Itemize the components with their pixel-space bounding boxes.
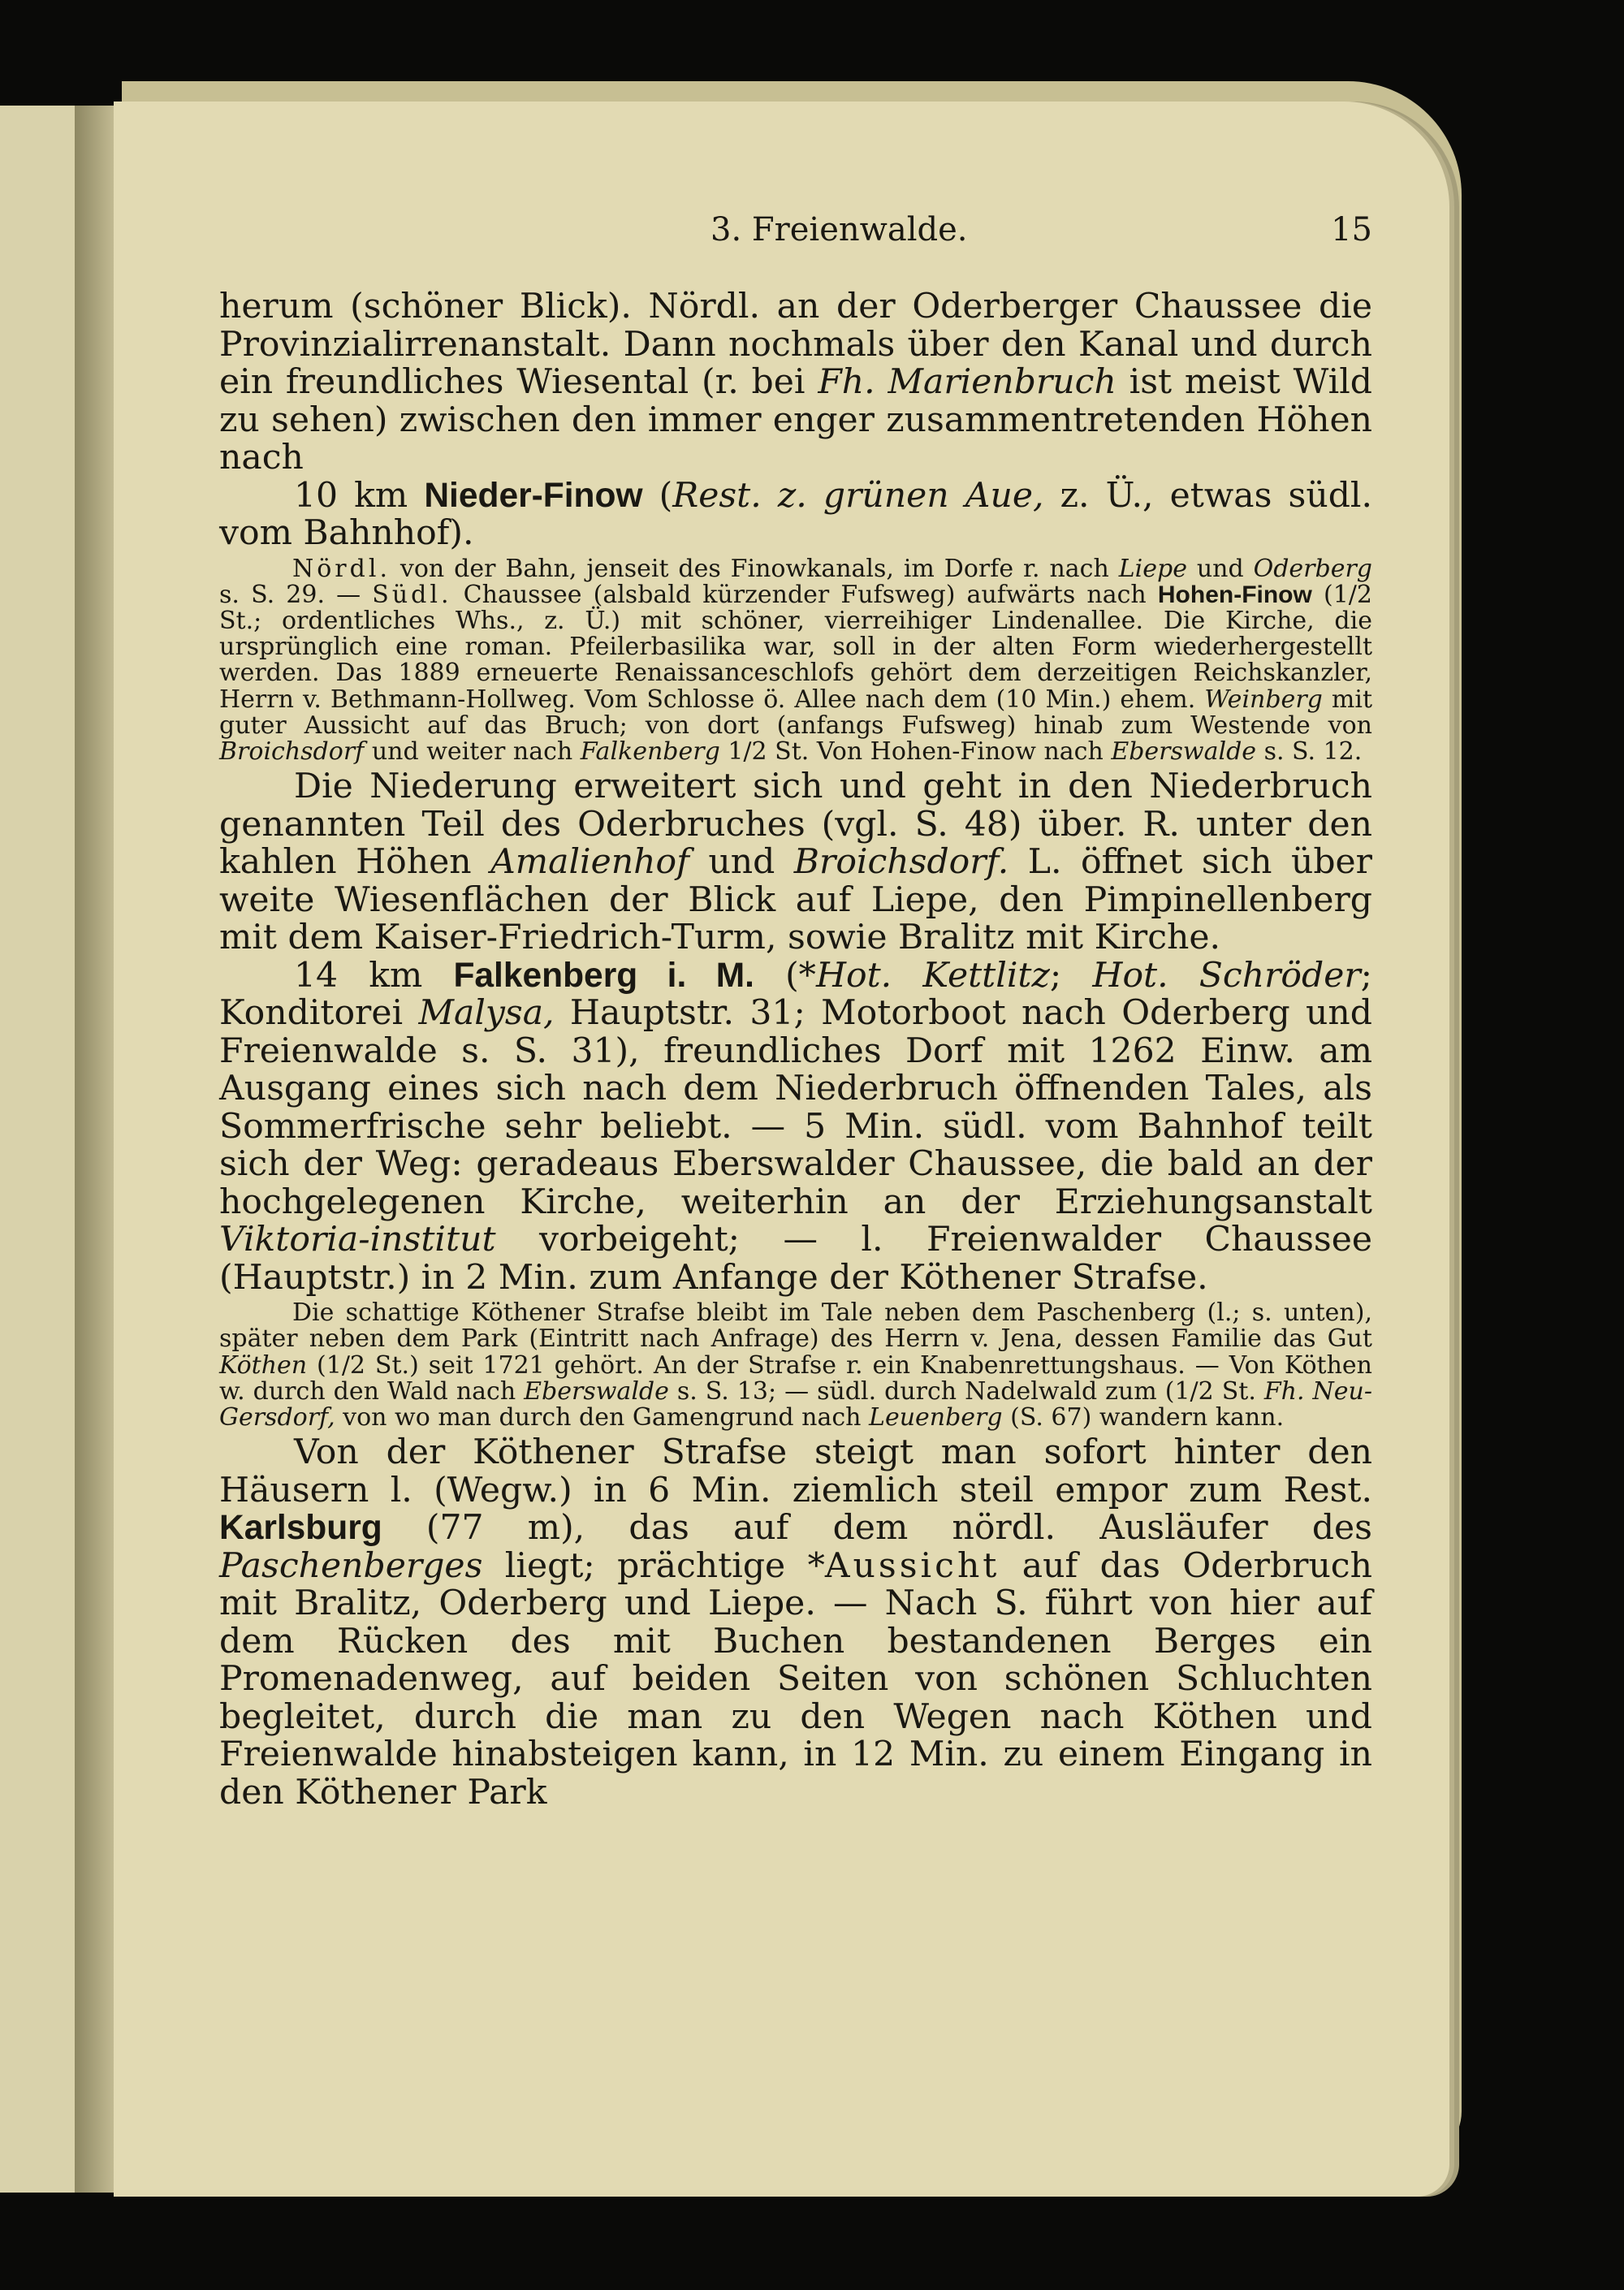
paragraph-falkenberg: 14 km Falkenberg i. M. (*Hot. Kettlitz; Hot. Schröder; Konditorei Malysa, Hauptstr. 31; Motorboot nach Oderberg und Freienwalde s. S. 31), freundliches Dorf mit 1262 Einw. am Ausgang eines sich nach dem Niederbruch öffnenden Tales, als Sommerfrische sehr beliebt. — 5 Min. südl. vom Bahnhof teilt sich der Weg: geradeaus Eberswalder Chaussee, die bald an der hochgelegenen Kirche, weiterhin an der Erziehungsanstalt Viktoria-institut vorbeigeht; — l. Freienwalder Chaussee (Hauptstr.) in 2 Min. zum Anfange der Köthener Strafse. bbox=[219, 955, 1372, 1298]
note-koethener-strasse: Die schattige Köthener Strafse bleibt im Tale neben dem Paschenberg (l.; s. unten), später neben dem Park (Eintritt nach Anfrage) des Herrn v. Jena, dessen Familie das Gut Köthen (1/2 St.) seit 1721 gehört. An der Strafse r. ein Knabenrettungshaus. — Von Köthen w. durch den Wald nach Eberswalde s. S. 13; — südl. durch Nadelwald zum (1/2 St. Fh. Neu-Gersdorf, von wo man durch den Gamengrund nach Leuenberg (S. 67) wandern kann. bbox=[219, 1298, 1372, 1432]
paragraph-1: herum (schöner Blick). Nördl. an der Oderberger Chaussee die Provinzialirrenanstalt. Dann nochmals über den Kanal und durch ein freundliches Wiesental (r. bei Fh. Marienbruch ist meist Wild zu sehen) zwischen den immer enger zusammentretenden Höhen nach bbox=[219, 287, 1372, 477]
note-hohen-finow: Nördl. von der Bahn, jenseit des Finowkanals, im Dorfe r. nach Liepe und Oderberg s. S. 29. — Südl. Chaussee (alsbald kürzender Fufsweg) aufwärts nach Hohen-Finow (1/2 St.; ordentliches Whs., z. Ü.) mit schöner, vierreihiger Lindenallee. Die Kirche, die ursprünglich eine roman. Pfeilerbasilika war, soll in der alten Form wiederhergestellt werden. Das 1889 erneuerte Renaissanceschlofs gehört dem derzeitigen Reichskanzler, Herrn v. Bethmann-Hollweg. Vom Schlosse ö. Allee nach dem (10 Min.) ehem. Weinberg mit guter Aussicht auf das Bruch; von dort (anfangs Fufsweg) hinab zum Westende von Broichsdorf und weiter nach Falkenberg 1/2 St. Von Hohen-Finow nach Eberswalde s. S. 12. bbox=[219, 554, 1373, 766]
chapter-title: 3. Freienwalde. bbox=[710, 211, 968, 248]
book-page bbox=[114, 102, 1449, 2197]
paragraph-nieder-finow: 10 km Nieder-Finow (Rest. z. grünen Aue, z. Ü., etwas südl. vom Bahnhof). bbox=[219, 475, 1372, 553]
page-body bbox=[219, 288, 1372, 1812]
paragraph-karlsburg: Von der Köthener Strafse steigt man sofort hinter den Häusern l. (Wegw.) in 6 Min. ziemlich steil empor zum Rest. Karlsburg (77 m), das auf dem nördl. Ausläufer des Paschenberges liegt; prächtige *Aussicht auf das Oderbruch mit Bralitz, Oderberg und Liepe. — Nach S. führt von hier auf dem Rücken des mit Buchen bestandenen Berges ein Promenadenweg, auf beiden Seiten von schönen Schluchten begleitet, durch die man zu den Wegen nach Köthen und Freienwalde hinabsteigen kann, in 12 Min. zu einem Eingang in den Köthener Park bbox=[219, 1432, 1372, 1813]
book-spine-shadow bbox=[75, 106, 114, 2193]
page-number: 15 bbox=[1331, 211, 1372, 248]
paragraph-niederung: Die Niederung erweitert sich und geht in den Niederbruch genannten Teil des Oderbruches (vgl. S. 48) über. R. unter den kahlen Höhen Amalienhof und Broichsdorf. L. öffnet sich über weite Wiesenflächen der Blick auf Liepe, den Pimpinellenberg mit dem Kaiser-Friedrich-Turm, sowie Bralitz mit Kirche. bbox=[219, 767, 1372, 958]
left-page-edge bbox=[0, 106, 75, 2193]
running-head bbox=[593, 211, 1372, 260]
